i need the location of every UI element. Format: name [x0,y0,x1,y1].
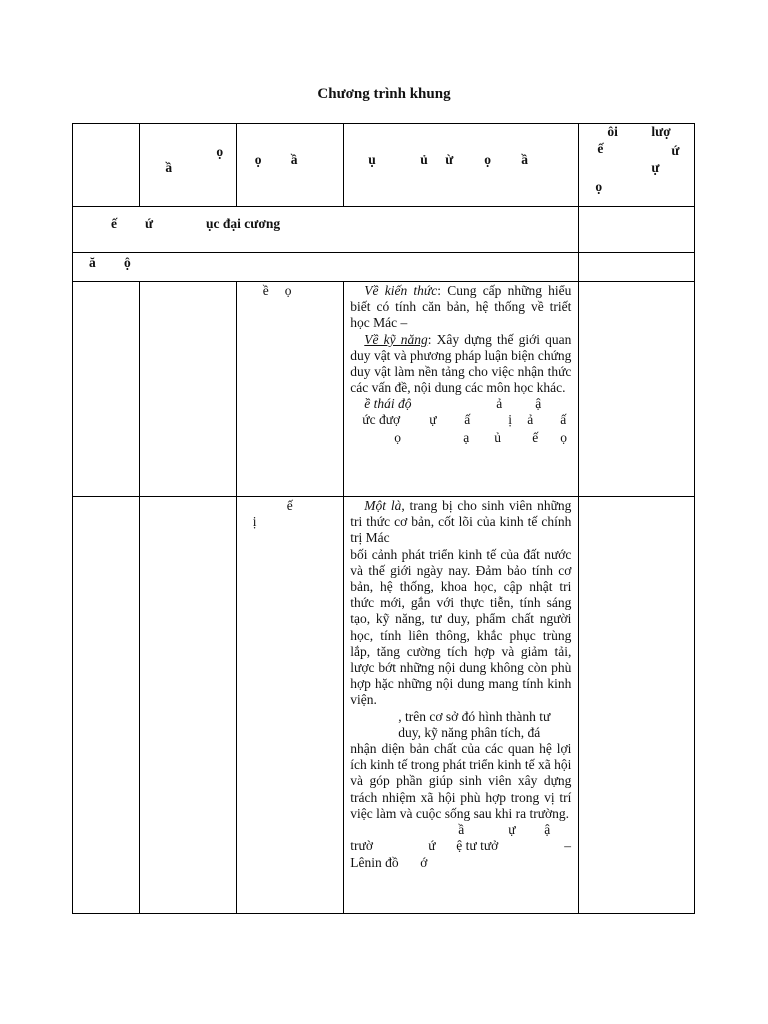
table-row [73,282,695,497]
fragment-text: ấ [560,412,567,428]
objective-two-intro: , trên cơ sở đó hình thành tư duy, kỹ năng phân tích, đá [398,708,551,740]
header-cell-5 [579,124,695,207]
header-text: lượ [651,124,671,139]
header-text: ầ [521,152,529,167]
objective-detail-paragraph: bối cảnh phát triển kinh tế của đất nước và thế giới ngày nay. Đảm bảo tính cơ bản, hệ thống, khoa học, cập nhật tri thức mới, gắn với thực tiễn, tính sáng tạo, kỹ năng, tư duy, phẩm chất người học, tính liên thông, khắc phục trùng lắp, tăng cường tích hợp và giảm tải, lược bớt những nội dung không còn phù hợp hặc những nội dung mang tính kinh viện. [350,546,572,708]
curriculum-table [72,123,695,914]
header-text: ầ [165,160,173,175]
objective-two-text-cont: xã hội và góp phần giúp sinh viên xây dựng trách nhiệm xã hội phù hợp trong vị trí việc làm và cuộc sống sau khi ra trường. [350,757,572,821]
fragment-text: ức đượ [362,412,401,428]
row1-cell-3 [236,282,344,497]
table-header-row [73,124,695,207]
fragment-text: ủ [494,430,502,446]
header-cell-4 [344,124,579,207]
fragment-text: ệ tư tưở [456,838,499,854]
row1-cell-1 [73,282,140,497]
header-text: ừ [445,152,454,167]
knowledge-label: Về kiến thức [364,283,438,298]
row1-cell-2 [140,282,236,497]
header-cell-1 [73,124,140,207]
fragment-text: trườ [350,838,373,854]
course-name-text: ề [262,283,269,298]
objective-one-paragraph [350,498,571,547]
row1-objectives-cell [344,282,579,497]
fragment-text: ả [527,412,534,428]
course-name-text: ọ [284,283,292,298]
header-text: ọ [484,152,492,167]
objective-three-fragments [350,822,571,872]
section-text: ế [111,216,117,231]
fragment-text: ị [508,412,513,428]
header-text: ọ [595,179,603,194]
fragment-text: ọ [394,430,402,446]
header-text: ôi [607,124,618,139]
fragment-text: ậ [535,396,542,412]
fragment-text: ọ [560,430,568,446]
header-text: ọ [254,152,262,167]
table-row [73,497,695,914]
objective-two-paragraph [350,741,571,822]
attitude-label: ề thái độ [364,396,412,412]
header-text: ụ [368,152,376,167]
objective-one-label: Một là [364,498,402,513]
objective-one-text: , trang bị cho sinh viên những tri thức cơ bản, cốt lõi của kinh tế chính trị Mác [350,498,572,546]
fragment-text: ự [508,822,516,838]
section-text: ă [89,255,96,270]
course-name-text: ị [252,514,257,529]
section-text: ứ [145,216,154,231]
row2-cell-3 [236,497,344,914]
row1-cell-5 [579,282,695,497]
header-cell-3 [236,124,344,207]
section-text: ộ [124,255,131,270]
header-cell-2 [140,124,236,207]
fragment-text: – [564,838,572,854]
section-blank-cell [579,253,695,282]
attitude-fragments [350,396,571,446]
fragment-text: ự [429,412,437,428]
row2-cell-1 [73,497,140,914]
skills-paragraph [350,332,571,397]
fragment-text: ầ [458,822,465,838]
fragment-text: ậ [544,822,551,838]
fragment-text: ạ [463,430,470,446]
section-text: ục đại cương [206,216,281,231]
knowledge-paragraph [350,283,571,332]
course-name-text: ế [286,498,293,513]
header-text: ọ [216,144,224,159]
section-title-cell [73,207,579,253]
header-text: ầ [290,152,298,167]
fragment-text: ế [532,430,539,446]
row2-cell-2 [140,497,236,914]
objective-two-text: nhận diện bản chất của các quan hệ lợi ích kinh tế trong phát triển kinh tế [350,741,572,773]
row2-cell-5 [579,497,695,914]
subsection-title-cell [73,253,579,282]
fragment-text: ứ [428,838,436,854]
skills-text: : Xây dựng thế giới quan duy vật và phương pháp luận biện chứng duy vật làm nền tảng cho việc nhận thức các vấn đề, nội dung các môn học khác. [350,331,572,396]
header-text: ủ [420,152,428,167]
header-text: ự [651,160,660,175]
fragment-text: ớ [420,855,428,871]
fragment-text: ả [496,396,503,412]
header-text: ế [597,141,604,156]
page-title: Chương trình khung [317,86,451,102]
section-blank-cell [579,207,695,253]
knowledge-text: : Cung cấp những hiểu biết có tính căn bản, hệ thống về triết học Mác – [350,283,572,331]
skills-label: Về kỹ năng [364,331,428,347]
fragment-text: Lênin đồ [350,855,399,871]
header-text: ứ [671,143,680,158]
section-row-sub [73,253,695,282]
fragment-text: ấ [464,412,471,428]
section-row-general [73,207,695,253]
row2-objectives-cell [344,497,579,914]
